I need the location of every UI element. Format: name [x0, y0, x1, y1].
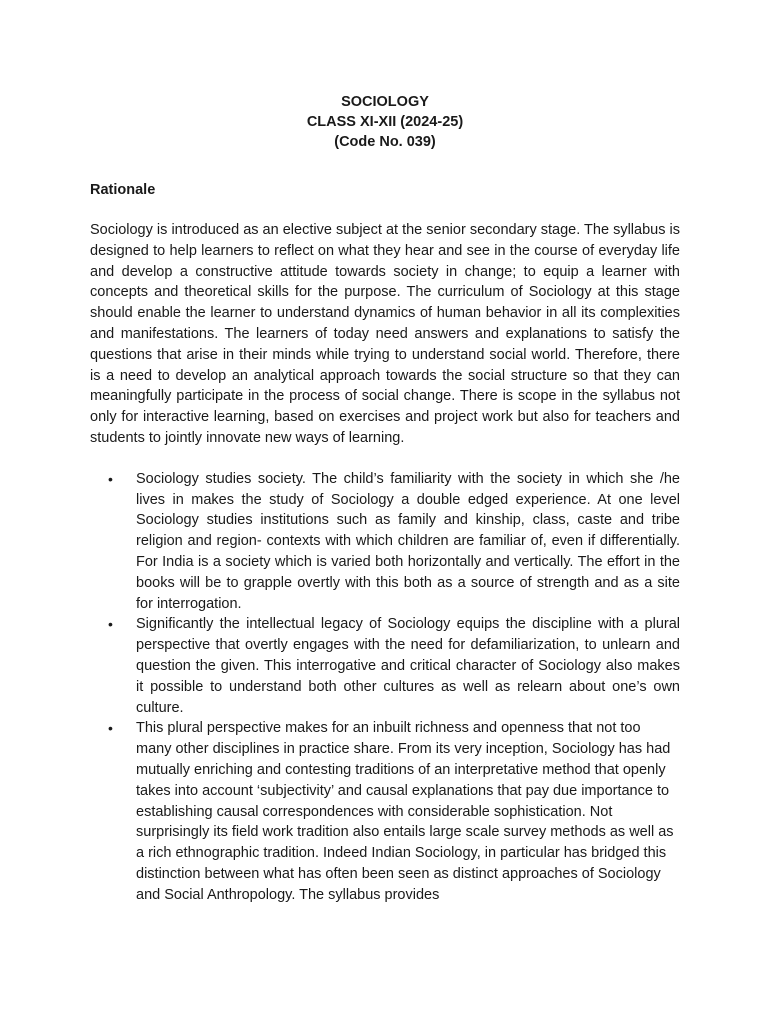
bullet-item	[108, 718, 680, 905]
code-number: (Code No. 039)	[334, 134, 436, 150]
bullet-text: Sociology studies society. The child’s familiarity with the society in which she /he lives in makes the study of Sociology a double edged experience. At one level Sociology studies institutions such as family and kinship, class, caste and tribe religion and region- contexts with which children are familiar of, even if differentially. For India is a society which is varied both horizontally and vertically. The effort in the books will be to grapple overtly with this both as a source of strength and as a site for interrogation.	[136, 470, 680, 612]
bullet-item	[108, 614, 680, 718]
bullet-icon: •	[108, 720, 113, 737]
bullet-icon: •	[108, 470, 113, 487]
section-heading-rationale: Rationale	[90, 182, 156, 198]
subject-title: SOCIOLOGY	[341, 94, 429, 110]
bullet-list	[90, 469, 680, 906]
bullet-icon: •	[108, 616, 113, 633]
bullet-text: Significantly the intellectual legacy of Sociology equips the discipline with a plural perspective that overtly engages with the need for defamiliarization, to unlearn and question the given. This interrogative and critical character of Sociology also makes it possible to understand both other cultures as well as relearn about one’s own culture.	[136, 616, 680, 716]
rationale-paragraph: Sociology is introduced as an elective subject at the senior secondary stage. The syllabus is designed to help learners to reflect on what they hear and see in the course of everyday life and develop a constructive attitude towards society in change; to equip a learner with concepts and theoretical skills for the purpose. The curriculum of Sociology at this stage should enable the learner to understand dynamics of human behavior in all its complexities and manifestations. The learners of today need answers and explanations to satisfy the questions that arise in their minds while trying to understand social world. Therefore, there is a need to develop an analytical approach towards the social structure so that they can meaningfully participate in the process of social change. There is scope in the syllabus not only for interactive learning, based on exercises and project work but also for teachers and students to jointly innovate new ways of learning.	[90, 222, 680, 446]
bullet-item	[108, 469, 680, 615]
document-header	[90, 92, 680, 152]
bullet-text: This plural perspective makes for an inbuilt richness and openness that not too many other disciplines in practice share. From its very inception, Sociology has had mutually enriching and contesting traditions of an interpretative method that openly takes into account ‘subjectivity’ and causal explanations that pay due importance to establishing causal correspondences with considerable sophistication. Not surprisingly its field work tradition also entails large scale survey methods as well as a rich ethnographic tradition. Indeed Indian Sociology, in particular has bridged this distinction between what has often been seen as distinct approaches of Sociology and Social Anthropology. The syllabus provides	[136, 720, 674, 903]
class-title: CLASS XI-XII (2024-25)	[306, 114, 464, 130]
